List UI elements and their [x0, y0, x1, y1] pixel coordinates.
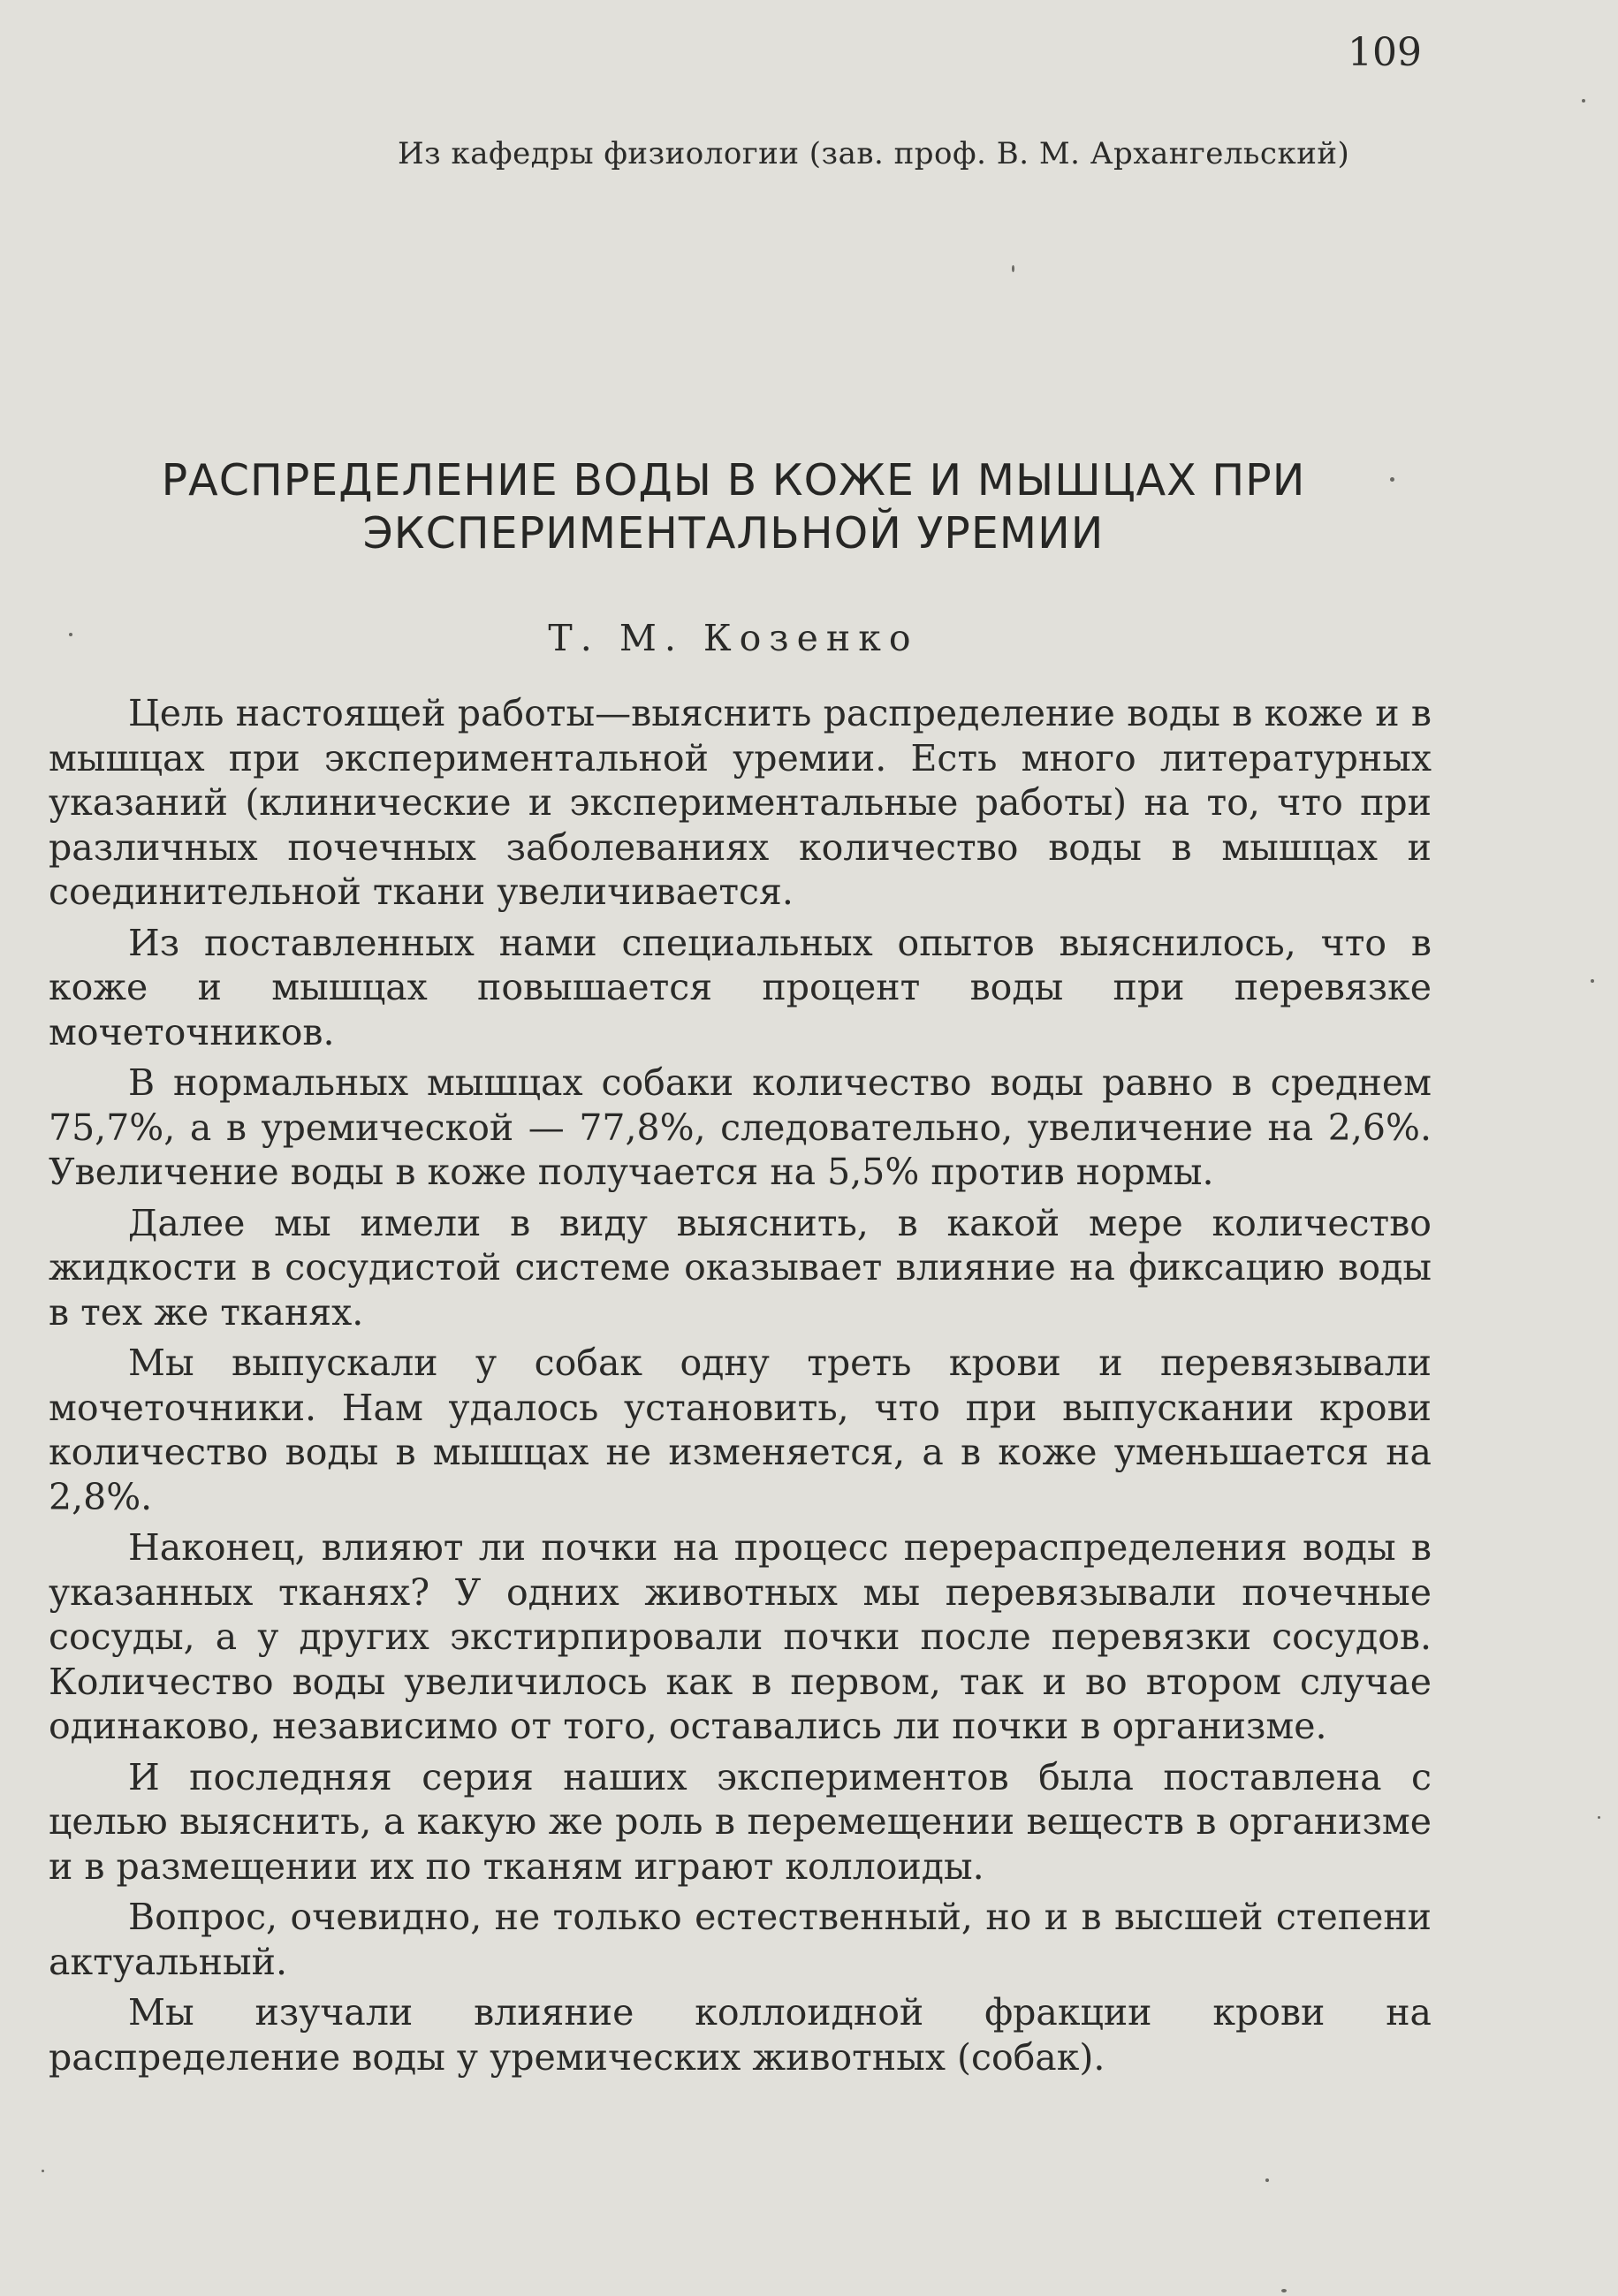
paper-speck — [1591, 979, 1594, 983]
article-title-line-2: ЭКСПЕРИМЕНТАЛЬНОЙ УРЕМИИ — [362, 508, 1105, 559]
paper-speck — [1598, 1816, 1600, 1819]
paper-speck — [1582, 99, 1585, 103]
paper-speck — [1265, 2178, 1269, 2182]
paragraph-7: И последняя серия наших экспериментов была поставлена с целью выяснить, а какую же роль в перемещении веществ в организме и в размещении их по тканям играют коллоиды. — [49, 1755, 1432, 1888]
paragraph-9: Мы изучали влияние коллоидной фракции крови на распределение воды у уремических животных (собак). — [49, 1991, 1432, 2079]
page-number: 109 — [1348, 30, 1422, 75]
paper-speck — [1012, 265, 1014, 272]
paragraph-1: Цель настоящей работы—выяснить распределение воды в коже и в мышцах при экспериментальной уремии. Есть много литературных указаний (клинические и экспериментальные работы) на то, что при различных почечных заболеваниях количество воды в мышцах и соединительной ткани увеличивается. — [49, 692, 1432, 913]
paper-speck — [1281, 2289, 1287, 2292]
paragraph-4: Далее мы имели в виду выяснить, в какой мере количество жидкости в сосудистой системе оказывает влияние на фиксацию воды в тех же тканях. — [49, 1201, 1432, 1334]
paragraph-6: Наконец, влияют ли почки на процесс перераспределения воды в указанных тканях? У одних животных мы перевязывали почечные сосуды, а у других экстирпировали почки после перевязки сосудов. Количество воды увеличилось как в первом, так и во втором случае одинаково, независимо от того, оставались ли почки в организме. — [49, 1526, 1432, 1747]
paragraph-2: Из поставленных нами специальных опытов выяснилось, что в коже и мышцах повышается процент воды при перевязке мочеточников. — [49, 921, 1432, 1053]
paragraph-3: В нормальных мышцах собаки количество воды равно в среднем 75,7%, а в уремической — 77,8%, следовательно, увеличение на 2,6%. Увеличение воды в коже получается на 5,5% против нормы. — [49, 1061, 1432, 1193]
paper-speck — [1390, 477, 1394, 482]
paragraph-8: Вопрос, очевидно, не только естественный, но и в высшей степени актуальный. — [49, 1896, 1432, 1983]
paragraph-5: Мы выпускали у собак одну треть крови и перевязывали мочеточники. Нам удалось установить, что при выпускании крови количество воды в мышцах не изменяется, а в коже уменьшается на 2,8%. — [49, 1342, 1432, 1518]
department-affiliation: Из кафедры физиологии (зав. проф. В. М. Архангельский) — [398, 136, 1350, 171]
article-title-line-1: РАСПРЕДЕЛЕНИЕ ВОДЫ В КОЖЕ И МЫШЦАХ ПРИ — [161, 455, 1306, 506]
article-body — [49, 691, 1432, 2086]
paper-speck — [42, 2170, 44, 2172]
paper-speck — [69, 633, 72, 636]
author-name: Т. М. Козенко — [548, 617, 919, 659]
article-title — [80, 454, 1387, 560]
